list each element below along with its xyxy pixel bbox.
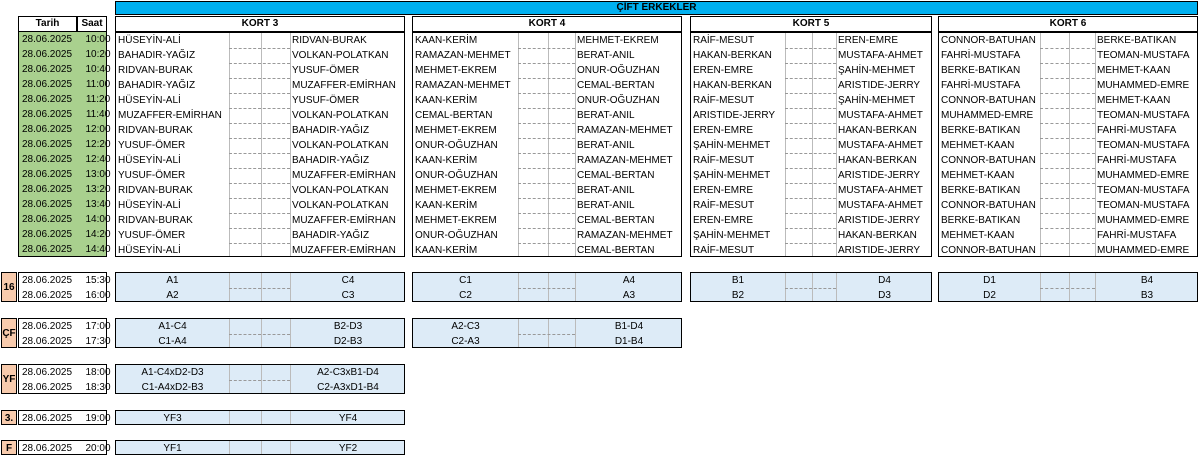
knockout-court-box: [115, 410, 405, 425]
team-home: ŞAHİN-MEHMET: [693, 230, 771, 241]
team-home: MEHMET-KAAN: [941, 140, 1015, 151]
team-away: VOLKAN-POLATKAN: [292, 200, 389, 211]
team-home: A2-C3: [451, 321, 480, 332]
round-label: YF: [1, 364, 17, 394]
team-home: CONNOR-BATUHAN: [941, 35, 1036, 46]
knockout-court-box: [938, 272, 1198, 302]
match-time: 12:40: [85, 154, 111, 165]
team-home: CONNOR-BATUHAN: [941, 155, 1036, 166]
team-away: BERAT-ANIL: [577, 110, 635, 121]
match-time: 11:00: [85, 79, 111, 90]
knockout-court-box: [412, 318, 682, 348]
match-date: 28.06.2025: [22, 244, 73, 255]
match-time: 10:00: [85, 34, 111, 45]
team-home: BAHADIR-YAĞIZ: [118, 50, 196, 61]
team-away: A2-C3xB1-D4: [317, 367, 379, 378]
team-home: HÜSEYİN-ALİ: [118, 155, 181, 166]
team-away: D2-B3: [333, 336, 363, 347]
team-home: FAHRİ-MUSTAFA: [941, 80, 1021, 91]
team-home: BERKE-BATIKAN: [941, 65, 1021, 76]
team-home: HÜSEYİN-ALİ: [118, 200, 181, 211]
team-away: TEOMAN-MUSTAFA: [1097, 50, 1190, 61]
team-away: MUSTAFA-AHMET: [838, 185, 923, 196]
team-away: ARISTIDE-JERRY: [838, 170, 921, 181]
team-home: D1: [983, 275, 996, 286]
match-time: 13:40: [85, 199, 111, 210]
match-date: 28.06.2025: [22, 367, 73, 378]
court-3-group-box: [115, 32, 405, 257]
team-home: YF3: [163, 413, 182, 424]
team-home: HAKAN-BERKAN: [693, 80, 772, 91]
court-header-4: KORT 4: [412, 16, 682, 32]
team-home: A1-C4: [158, 321, 187, 332]
court-4-group-box: [412, 32, 682, 257]
team-home: BERKE-BATIKAN: [941, 125, 1021, 136]
team-away: BAHADIR-YAĞIZ: [292, 230, 370, 241]
team-away: ARISTIDE-JERRY: [838, 80, 921, 91]
team-away: FAHRİ-MUSTAFA: [1097, 155, 1177, 166]
knockout-court-box: [115, 364, 405, 394]
team-away: MUZAFFER-EMİRHAN: [292, 215, 396, 226]
team-away: A4: [622, 275, 636, 286]
team-home: A1: [166, 275, 179, 286]
team-away: CEMAL-BERTAN: [577, 80, 655, 91]
knockout-court-box: [115, 440, 405, 455]
match-time: 12:20: [85, 139, 111, 150]
match-date: 28.06.2025: [22, 290, 73, 301]
team-away: FAHRİ-MUSTAFA: [1097, 125, 1177, 136]
match-date: 28.06.2025: [22, 413, 73, 424]
match-date: 28.06.2025: [22, 229, 73, 240]
team-away: VOLKAN-POLATKAN: [292, 140, 389, 151]
team-away: TEOMAN-MUSTAFA: [1097, 185, 1190, 196]
match-date: 28.06.2025: [22, 382, 73, 393]
team-away: YUSUF-ÖMER: [292, 65, 360, 76]
team-away: C2-A3xD1-B4: [317, 382, 379, 393]
team-away: ŞAHİN-MEHMET: [838, 95, 916, 106]
team-home: EREN-EMRE: [693, 125, 754, 136]
team-home: BERKE-BATIKAN: [941, 215, 1021, 226]
round-date-column: [18, 364, 111, 394]
match-date: 28.06.2025: [22, 214, 73, 225]
match-date: 28.06.2025: [22, 184, 73, 195]
team-home: HÜSEYİN-ALİ: [118, 35, 181, 46]
match-date: 28.06.2025: [22, 64, 73, 75]
team-home: B2: [731, 290, 745, 301]
team-home: RAMAZAN-MEHMET: [415, 50, 511, 61]
team-home: A1-C4xD2-D3: [141, 367, 204, 378]
team-home: RAMAZAN-MEHMET: [415, 80, 511, 91]
team-home: KAAN-KERİM: [415, 95, 478, 106]
team-home: YUSUF-ÖMER: [118, 230, 186, 241]
team-home: CONNOR-BATUHAN: [941, 245, 1036, 256]
team-away: MUSTAFA-AHMET: [838, 200, 923, 211]
match-date: 28.06.2025: [22, 321, 73, 332]
team-home: KAAN-KERİM: [415, 35, 478, 46]
team-away: MEHMET-KAAN: [1097, 95, 1171, 106]
match-time: 19:00: [85, 413, 111, 424]
match-date: 28.06.2025: [22, 124, 73, 135]
team-away: MUHAMMED-EMRE: [1097, 245, 1190, 256]
match-date: 28.06.2025: [22, 34, 73, 45]
team-home: KAAN-KERİM: [415, 155, 478, 166]
team-home: ŞAHİN-MEHMET: [693, 170, 771, 181]
knockout-court-box: [115, 318, 405, 348]
team-home: RIDVAN-BURAK: [118, 185, 193, 196]
team-away: B1-D4: [614, 321, 644, 332]
team-away: RAMAZAN-MEHMET: [577, 230, 673, 241]
knockout-court-box: [412, 272, 682, 302]
team-home: MEHMET-EKREM: [415, 215, 497, 226]
match-date: 28.06.2025: [22, 443, 73, 454]
match-date: 28.06.2025: [22, 94, 73, 105]
team-away: MUSTAFA-AHMET: [838, 50, 923, 61]
match-date: 28.06.2025: [22, 275, 73, 286]
team-away: TEOMAN-MUSTAFA: [1097, 110, 1190, 121]
team-home: EREN-EMRE: [693, 215, 754, 226]
team-away: VOLKAN-POLATKAN: [292, 185, 389, 196]
title-banner: ÇİFT ERKEKLER: [115, 1, 1198, 15]
team-home: MUZAFFER-EMİRHAN: [118, 110, 222, 121]
team-away: RAMAZAN-MEHMET: [577, 155, 673, 166]
team-home: HÜSEYİN-ALİ: [118, 95, 181, 106]
team-away: CEMAL-BERTAN: [577, 245, 655, 256]
team-home: HÜSEYİN-ALİ: [118, 245, 181, 256]
match-date: 28.06.2025: [22, 109, 73, 120]
team-away: C3: [341, 290, 355, 301]
team-away: EREN-EMRE: [838, 35, 899, 46]
team-home: ONUR-OĞUZHAN: [415, 230, 498, 241]
knockout-court-box: [690, 272, 932, 302]
team-away: CEMAL-BERTAN: [577, 170, 655, 181]
match-date: 28.06.2025: [22, 154, 73, 165]
match-time: 15:30: [85, 275, 111, 286]
team-home: C1: [459, 275, 472, 286]
team-home: MEHMET-KAAN: [941, 230, 1015, 241]
team-away: MUSTAFA-AHMET: [838, 110, 923, 121]
team-away: MUZAFFER-EMİRHAN: [292, 170, 396, 181]
team-away: VOLKAN-POLATKAN: [292, 110, 389, 121]
round-date-column: [18, 410, 111, 425]
team-home: C2: [459, 290, 472, 301]
group-date-column: [18, 32, 111, 257]
team-home: RAİF-MESUT: [693, 95, 755, 106]
match-date: 28.06.2025: [22, 79, 73, 90]
team-home: RAİF-MESUT: [693, 245, 755, 256]
match-time: 14:40: [85, 244, 111, 255]
team-away: ARISTIDE-JERRY: [838, 245, 921, 256]
team-home: YF1: [163, 443, 182, 454]
team-away: TEOMAN-MUSTAFA: [1097, 140, 1190, 151]
match-time: 16:00: [85, 290, 111, 301]
team-home: MEHMET-EKREM: [415, 65, 497, 76]
team-away: BERAT-ANIL: [577, 140, 635, 151]
team-away: MEHMET-KAAN: [1097, 65, 1171, 76]
team-home: RIDVAN-BURAK: [118, 65, 193, 76]
match-time: 14:00: [85, 214, 111, 225]
team-home: C1-A4: [158, 336, 187, 347]
court-6-group-box: [938, 32, 1198, 257]
team-home: ONUR-OĞUZHAN: [415, 170, 498, 181]
round-label: 3.: [1, 410, 17, 425]
team-home: RAİF-MESUT: [693, 35, 755, 46]
court-header-6: KORT 6: [938, 16, 1198, 32]
team-home: RAİF-MESUT: [693, 200, 755, 211]
round-date-column: [18, 318, 111, 348]
team-home: CONNOR-BATUHAN: [941, 95, 1036, 106]
team-home: BERKE-BATIKAN: [941, 185, 1021, 196]
court-header-5: KORT 5: [690, 16, 932, 32]
team-home: YUSUF-ÖMER: [118, 170, 186, 181]
team-away: BAHADIR-YAĞIZ: [292, 125, 370, 136]
match-time: 10:20: [85, 49, 111, 60]
team-home: YUSUF-ÖMER: [118, 140, 186, 151]
team-home: B1: [731, 275, 745, 286]
round-date-column: [18, 440, 111, 455]
team-away: YF2: [338, 443, 358, 454]
team-away: HAKAN-BERKAN: [838, 230, 917, 241]
team-home: BAHADIR-YAĞIZ: [118, 80, 196, 91]
header-date: Tarih: [18, 16, 77, 32]
team-away: CEMAL-BERTAN: [577, 215, 655, 226]
team-home: KAAN-KERİM: [415, 245, 478, 256]
team-away: RIDVAN-BURAK: [292, 35, 367, 46]
team-away: MUHAMMED-EMRE: [1097, 170, 1190, 181]
match-time: 11:40: [85, 109, 111, 120]
team-away: MEHMET-EKREM: [577, 35, 659, 46]
team-away: ONUR-OĞUZHAN: [577, 65, 660, 76]
match-time: 13:20: [85, 184, 111, 195]
match-time: 10:40: [85, 64, 111, 75]
team-home: HAKAN-BERKAN: [693, 50, 772, 61]
match-time: 18:00: [85, 367, 111, 378]
match-date: 28.06.2025: [22, 199, 73, 210]
match-time: 13:00: [85, 169, 111, 180]
team-home: C1-A4xD2-B3: [141, 382, 204, 393]
team-home: ŞAHİN-MEHMET: [693, 140, 771, 151]
match-time: 20:00: [85, 443, 111, 454]
team-home: RIDVAN-BURAK: [118, 125, 193, 136]
knockout-court-box: [115, 272, 405, 302]
team-away: B2-D3: [333, 321, 363, 332]
match-time: 11:20: [85, 94, 111, 105]
team-away: MUZAFFER-EMİRHAN: [292, 80, 396, 91]
team-away: BERKE-BATIKAN: [1097, 35, 1177, 46]
team-home: ONUR-OĞUZHAN: [415, 140, 498, 151]
team-home: D2: [983, 290, 996, 301]
team-away: VOLKAN-POLATKAN: [292, 50, 389, 61]
team-away: BERAT-ANIL: [577, 200, 635, 211]
match-time: 18:30: [85, 382, 111, 393]
match-time: 14:20: [85, 229, 111, 240]
team-away: A3: [622, 290, 636, 301]
team-home: KAAN-KERİM: [415, 200, 478, 211]
team-home: ARISTIDE-JERRY: [693, 110, 776, 121]
team-home: MEHMET-KAAN: [941, 170, 1015, 181]
court-header-3: KORT 3: [115, 16, 405, 32]
team-away: BAHADIR-YAĞIZ: [292, 155, 370, 166]
match-date: 28.06.2025: [22, 49, 73, 60]
team-home: C2-A3: [451, 336, 480, 347]
team-away: MUHAMMED-EMRE: [1097, 215, 1190, 226]
court-5-group-box: [690, 32, 932, 257]
team-home: MUHAMMED-EMRE: [941, 110, 1034, 121]
team-away: B4: [1140, 275, 1154, 286]
team-away: MUZAFFER-EMİRHAN: [292, 245, 396, 256]
team-home: CEMAL-BERTAN: [415, 110, 493, 121]
team-away: BERAT-ANIL: [577, 185, 635, 196]
team-away: ONUR-OĞUZHAN: [577, 95, 660, 106]
round-label: F: [1, 440, 17, 455]
team-away: D1-B4: [614, 336, 644, 347]
team-away: C4: [341, 275, 355, 286]
team-away: HAKAN-BERKAN: [838, 125, 917, 136]
team-home: EREN-EMRE: [693, 185, 754, 196]
team-away: RAMAZAN-MEHMET: [577, 125, 673, 136]
team-away: TEOMAN-MUSTAFA: [1097, 200, 1190, 211]
match-date: 28.06.2025: [22, 336, 73, 347]
team-away: HAKAN-BERKAN: [838, 155, 917, 166]
team-home: CONNOR-BATUHAN: [941, 200, 1036, 211]
team-away: BERAT-ANIL: [577, 50, 635, 61]
team-home: A2: [166, 290, 179, 301]
team-away: ŞAHİN-MEHMET: [838, 65, 916, 76]
team-away: B3: [1140, 290, 1154, 301]
team-away: D4: [878, 275, 891, 286]
team-home: MEHMET-EKREM: [415, 185, 497, 196]
team-away: ARISTIDE-JERRY: [838, 215, 921, 226]
team-away: YUSUF-ÖMER: [292, 95, 360, 106]
team-away: D3: [878, 290, 891, 301]
team-away: MUSTAFA-AHMET: [838, 140, 923, 151]
team-away: FAHRİ-MUSTAFA: [1097, 230, 1177, 241]
round-label: 16: [1, 272, 17, 302]
team-home: RIDVAN-BURAK: [118, 215, 193, 226]
team-away: YF4: [338, 413, 358, 424]
match-time: 12:00: [85, 124, 111, 135]
team-home: FAHRİ-MUSTAFA: [941, 50, 1021, 61]
round-label: ÇF: [1, 318, 17, 348]
team-home: EREN-EMRE: [693, 65, 754, 76]
match-time: 17:30: [85, 336, 111, 347]
match-time: 17:00: [85, 321, 111, 332]
match-date: 28.06.2025: [22, 169, 73, 180]
round-date-column: [18, 272, 111, 302]
header-time: Saat: [77, 16, 107, 32]
team-home: RAİF-MESUT: [693, 155, 755, 166]
match-date: 28.06.2025: [22, 139, 73, 150]
team-home: MEHMET-EKREM: [415, 125, 497, 136]
team-away: MUHAMMED-EMRE: [1097, 80, 1190, 91]
